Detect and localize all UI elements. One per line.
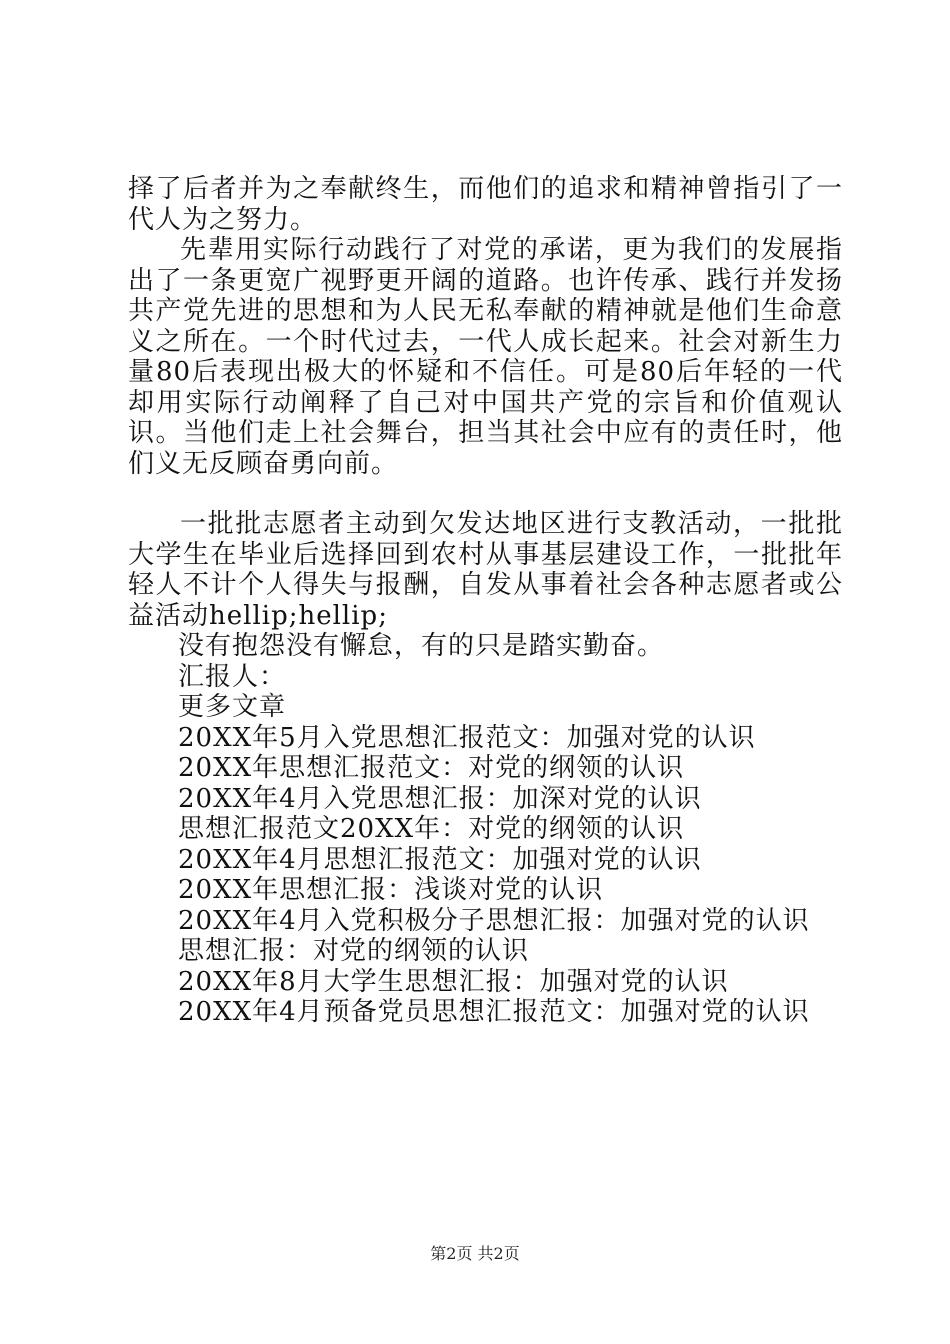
related-article-link[interactable]: 20XX年4月入党积极分子思想汇报：加强对党的认识	[178, 905, 810, 936]
document-body	[128, 174, 843, 1028]
related-article-link[interactable]: 20XX年思想汇报范文：对党的纲领的认识	[178, 753, 685, 783]
more-articles-heading: 更多文章	[178, 692, 287, 722]
related-article-link[interactable]: 20XX年4月预备党员思想汇报范文：加强对党的认识	[178, 997, 810, 1027]
related-article-link[interactable]: 思想汇报：对党的纲领的认识	[178, 936, 530, 966]
related-article-link[interactable]: 20XX年8月大学生思想汇报：加强对党的认识	[178, 966, 729, 997]
paragraph-volunteers: 一批批志愿者主动到欠发达地区进行支教活动，一批批大学生在毕业后选择回到农村从事基层建设工作，一批批年轻人不计个人得失与报酬，自发从事着社会各种志愿者或公益活动hellip;hellip;	[128, 509, 843, 631]
related-article-link[interactable]: 20XX年4月思想汇报范文：加强对党的认识	[178, 844, 702, 875]
paragraph-predecessors: 先辈用实际行动践行了对党的承诺，更为我们的发展指出了一条更宽广视野更开阔的道路。也许传承、践行并发扬共产党先进的思想和为人民无私奉献的精神就是他们生命意义之所在。一个时代过去，一代人成长起来。社会对新生力量80后表现出极大的怀疑和不信任。可是80后年轻的一代却用实际行动阐释了自己对中国共产党的宗旨和价值观认识。当他们走上社会舞台，担当其社会中应有的责任时，他们义无反顾奋勇向前。	[128, 235, 843, 479]
paragraph-continuation: 择了后者并为之奉献终生，而他们的追求和精神曾指引了一代人为之努力。	[128, 174, 843, 235]
closing-line: 没有抱怨没有懈怠，有的只是踏实勤奋。	[178, 631, 665, 661]
related-article-link[interactable]: 20XX年5月入党思想汇报范文：加强对党的认识	[178, 722, 756, 753]
page-footer: 第2页 共2页	[430, 1244, 520, 1263]
related-article-link[interactable]: 思想汇报范文20XX年：对党的纲领的认识	[178, 814, 685, 844]
related-article-link[interactable]: 20XX年4月入党思想汇报：加深对党的认识	[178, 783, 702, 814]
related-article-link[interactable]: 20XX年思想汇报：浅谈对党的认识	[178, 875, 604, 905]
reporter-label: 汇报人：	[178, 661, 287, 692]
